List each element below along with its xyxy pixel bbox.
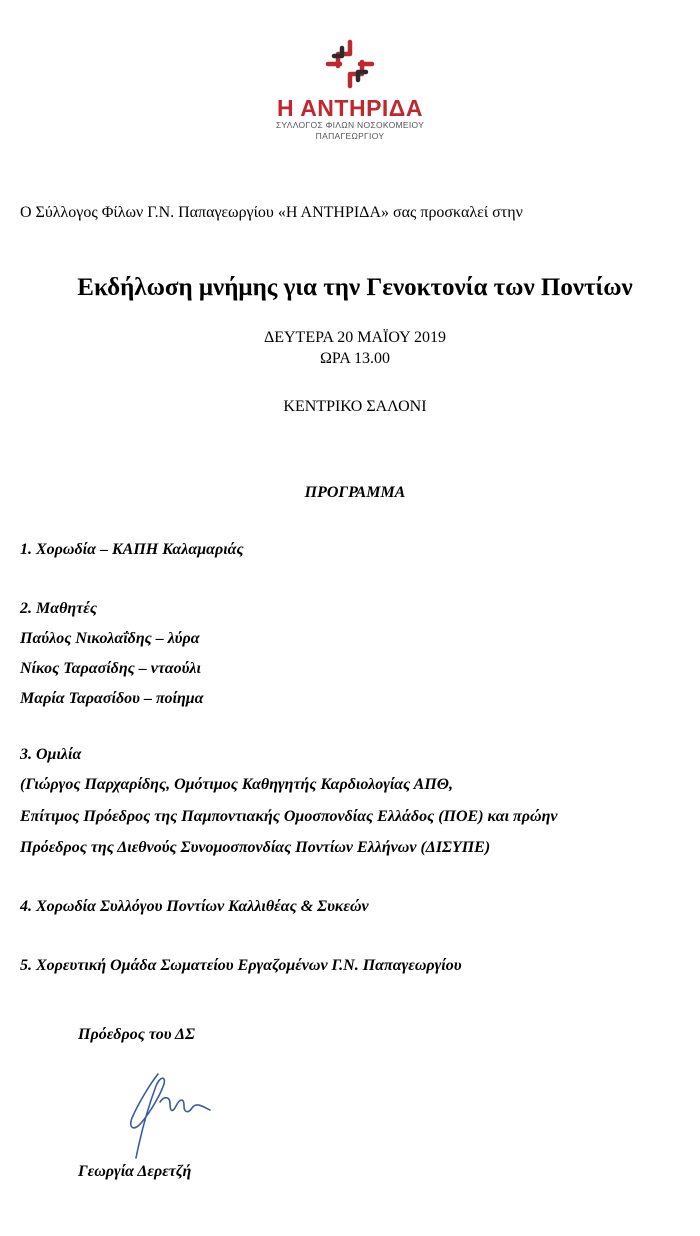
- logo-subtitle-line2: ΠΑΠΑΓΕΩΡΓΙΟΥ: [315, 131, 385, 141]
- signature-title: Πρόεδρος του ΔΣ: [78, 1026, 195, 1043]
- signature-icon: [120, 1062, 230, 1162]
- logo-subtitle-line1: ΣΥΛΛΟΓΟΣ ΦΙΛΩΝ ΝΟΣΟΚΟΜΕΙΟΥ: [275, 120, 425, 130]
- program-speaker-line3: Πρόεδρος της Διεθνούς Συνομοσπονδίας Ποντίων Ελλήνων (ΔΙΣΥΠΕ): [20, 839, 491, 856]
- program-speaker-line2: Επίτιμος Πρόεδρος της Παμποντιακής Ομοσπονδίας Ελλάδος (ΠΟΕ) και πρώην: [20, 808, 558, 825]
- program-item-1: 1. Χορωδία – ΚΑΠΗ Καλαμαριάς: [20, 541, 244, 558]
- program-performer-lyra: Παύλος Νικολαΐδης – λύρα: [20, 630, 200, 647]
- logo-title: Η ΑΝΤΗΡΙΔΑ: [277, 95, 423, 121]
- event-date: ΔΕΥΤΕΡΑ 20 ΜΑΪΟΥ 2019: [263, 329, 447, 346]
- program-performer-poem: Μαρία Ταρασίδου – ποίημα: [20, 690, 204, 707]
- program-item-2: 2. Μαθητές: [20, 600, 97, 617]
- program-item-5: 5. Χορευτική Ομάδα Σωματείου Εργαζομένων Γ.Ν. Παπαγεωργίου: [20, 957, 462, 974]
- invitation-intro: Ο Σύλλογος Φίλων Γ.Ν. Παπαγεωργίου «Η ΑΝΤΗΡΙΔΑ» σας προσκαλεί στην: [20, 204, 523, 221]
- program-performer-daouli: Νίκος Ταρασίδης – νταούλι: [20, 660, 201, 677]
- logo: [0, 38, 700, 142]
- signatory-name: Γεωργία Δερετζή: [78, 1163, 192, 1180]
- program-item-3: 3. Ομιλία: [20, 746, 82, 763]
- event-time: ΩΡΑ 13.00: [319, 350, 390, 367]
- program-title: ΠΡΟΓΡΑΜΜΑ: [304, 484, 406, 501]
- event-venue: ΚΕΝΤΡΙΚΟ ΣΑΛΟΝΙ: [283, 398, 427, 415]
- antirida-logo-icon: [324, 38, 376, 90]
- event-headline: Εκδήλωση μνήμης για την Γενοκτονία των Ποντίων: [77, 274, 633, 301]
- program-item-4: 4. Χορωδία Συλλόγου Ποντίων Καλλιθέας & Συκεών: [20, 898, 369, 915]
- program-speaker-line1: (Γιώργος Παρχαρίδης, Ομότιμος Καθηγητής Καρδιολογίας ΑΠΘ,: [20, 776, 454, 793]
